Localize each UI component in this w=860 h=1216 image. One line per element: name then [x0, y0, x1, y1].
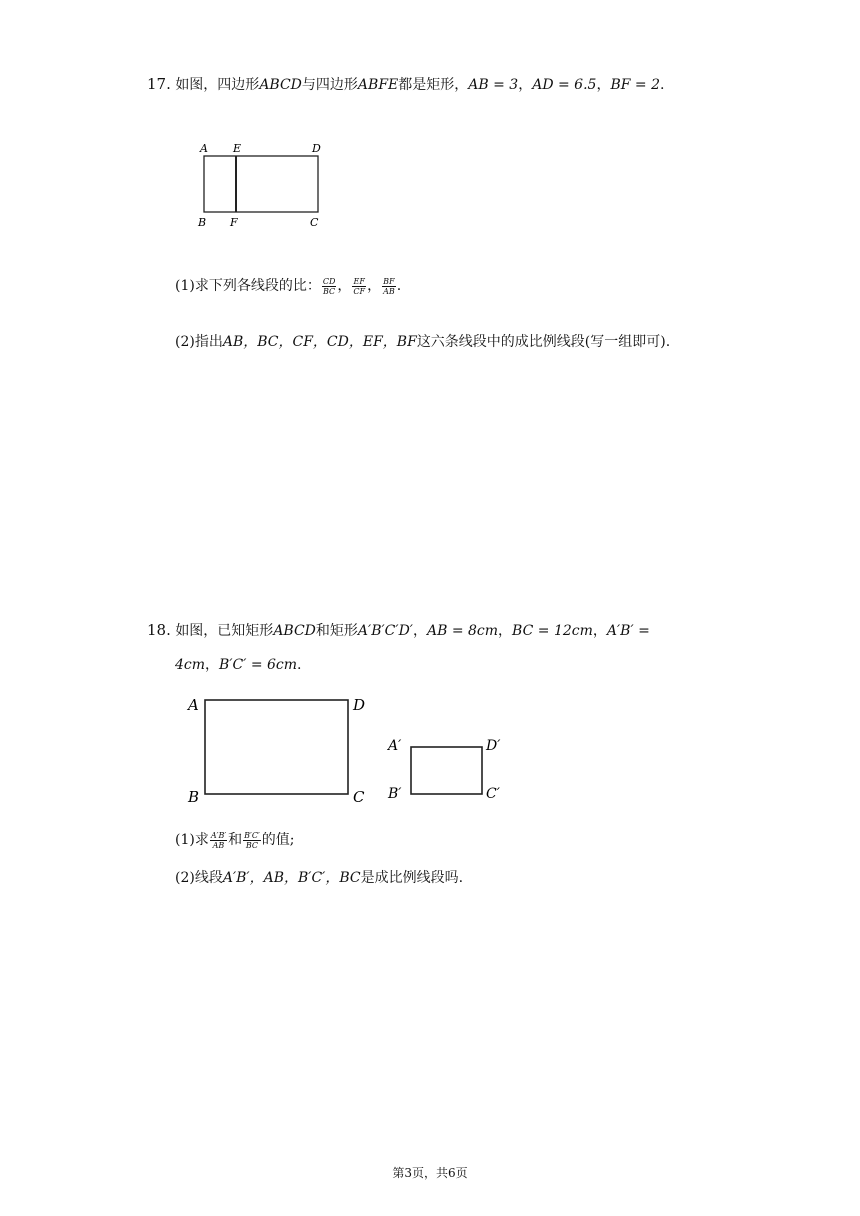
q18-part1-mid: 和	[228, 832, 243, 848]
q17-abcd: ABCD	[259, 77, 302, 93]
q17-end: .	[659, 77, 665, 93]
q18-part2	[175, 868, 463, 888]
q18-stem-a: 如图，已知矩形	[175, 623, 274, 639]
q17-label-d: D	[312, 142, 321, 155]
q18-abcd: ABCD	[273, 623, 316, 639]
q17-stem-c: 都是矩形，	[398, 77, 469, 93]
q17-frac1-den: BC	[323, 286, 336, 296]
q18-part2-prefix: (2)线段	[175, 870, 223, 886]
q17-frac2-num: EF	[353, 276, 365, 286]
q17-abfe: ABFE	[357, 77, 399, 93]
q18-number: 18.	[147, 621, 171, 639]
q18-sep3: ，	[205, 657, 220, 673]
q17-comma2: ，	[367, 278, 382, 294]
q17-figure	[190, 138, 340, 233]
q18-sep2: ，	[592, 623, 607, 639]
q18-label-a2: A′	[388, 738, 402, 754]
q18-stem-line1	[147, 620, 650, 641]
q17-comma1: ，	[337, 278, 352, 294]
q18-end: .	[297, 657, 302, 673]
q17-label-f: F	[230, 216, 238, 229]
q18-part2-segments: A′B′，AB，B′C′，BC	[222, 870, 361, 886]
q17-part2-suffix: 这六条线段中的成比例线段(写一组即可).	[416, 334, 671, 350]
q17-given-ad: AD = 6.5	[532, 77, 597, 93]
q17-label-a: A	[200, 142, 208, 155]
q17-part1	[175, 276, 401, 296]
q17-stem-a: 如图，四边形	[175, 77, 260, 93]
q17-label-b: B	[198, 216, 207, 229]
q17-frac-cd-bc	[322, 277, 337, 296]
q17-given-ab: AB = 3	[468, 77, 519, 93]
q18-given-a2b2-value: 4cm	[175, 657, 206, 673]
q17-frac1-num: CD	[322, 276, 336, 286]
q18-given-bc: BC = 12cm	[512, 623, 593, 639]
q17-stem	[147, 74, 664, 95]
q18-given-a2b2: A′B′ =	[606, 623, 650, 639]
q17-stem-b: 与四边形	[301, 77, 358, 93]
q18-label-b: B	[188, 788, 200, 806]
q18-rect-a2b2c2d2	[411, 747, 482, 794]
q18-label-d: D	[353, 696, 366, 714]
q17-rect-abcd	[204, 156, 318, 212]
q18-label-b2: B′	[388, 786, 402, 802]
q18-part1	[175, 830, 295, 850]
q17-part2	[175, 332, 670, 352]
q18-part1-prefix: (1)求	[175, 832, 209, 848]
q18-frac2-den: BC	[245, 840, 259, 850]
q17-label-e: E	[233, 142, 242, 155]
q17-part2-segments: AB，BC，CF，CD，EF，BF	[222, 334, 417, 350]
q18-given-ab: AB = 8cm	[426, 623, 499, 639]
q17-label-c: C	[310, 216, 319, 229]
q18-rect2-name: A′B′C′D′	[357, 623, 413, 639]
q17-sep1: ，	[518, 77, 533, 93]
q18-sep1: ，	[498, 623, 513, 639]
q18-label-c: C	[353, 788, 365, 806]
q18-frac-b2c2-bc	[243, 831, 261, 850]
q17-part1-end: .	[396, 278, 402, 294]
q17-frac-ef-cf	[352, 277, 366, 296]
q18-stem-b: 和矩形	[315, 623, 358, 639]
page-footer: 第3页，共6页	[392, 1166, 468, 1180]
q17-sep2: ，	[596, 77, 611, 93]
q17-number: 17.	[147, 75, 171, 93]
q18-stem-line2	[175, 655, 302, 675]
q17-part2-prefix: (2)指出	[175, 334, 223, 350]
q18-given-b2c2: B′C′ = 6cm	[219, 657, 298, 673]
q18-rect-abcd	[205, 700, 348, 794]
q17-frac2-den: CF	[353, 286, 366, 296]
q18-label-d2: D′	[486, 738, 501, 754]
q18-frac1-num: A′B′	[210, 830, 227, 840]
q18-part2-suffix: 是成比例线段吗.	[360, 870, 464, 886]
q18-label-a: A	[188, 696, 199, 714]
q18-frac1-den: AB	[212, 840, 225, 850]
q17-frac-bf-ab	[382, 277, 396, 296]
q18-frac2-num: B′C′	[244, 830, 260, 840]
q17-given-bf: BF = 2	[610, 77, 660, 93]
q17-frac3-den: AB	[383, 286, 395, 296]
q18-frac-a2b2-ab	[210, 831, 227, 850]
q17-part1-prefix: (1)求下列各线段的比：	[175, 278, 321, 294]
q18-part1-suffix: 的值;	[261, 832, 295, 848]
q18-label-c2: C′	[486, 786, 500, 802]
q17-frac3-num: BF	[383, 276, 395, 286]
q18-stem-c: ，	[412, 623, 427, 639]
q18-figure	[180, 688, 520, 810]
